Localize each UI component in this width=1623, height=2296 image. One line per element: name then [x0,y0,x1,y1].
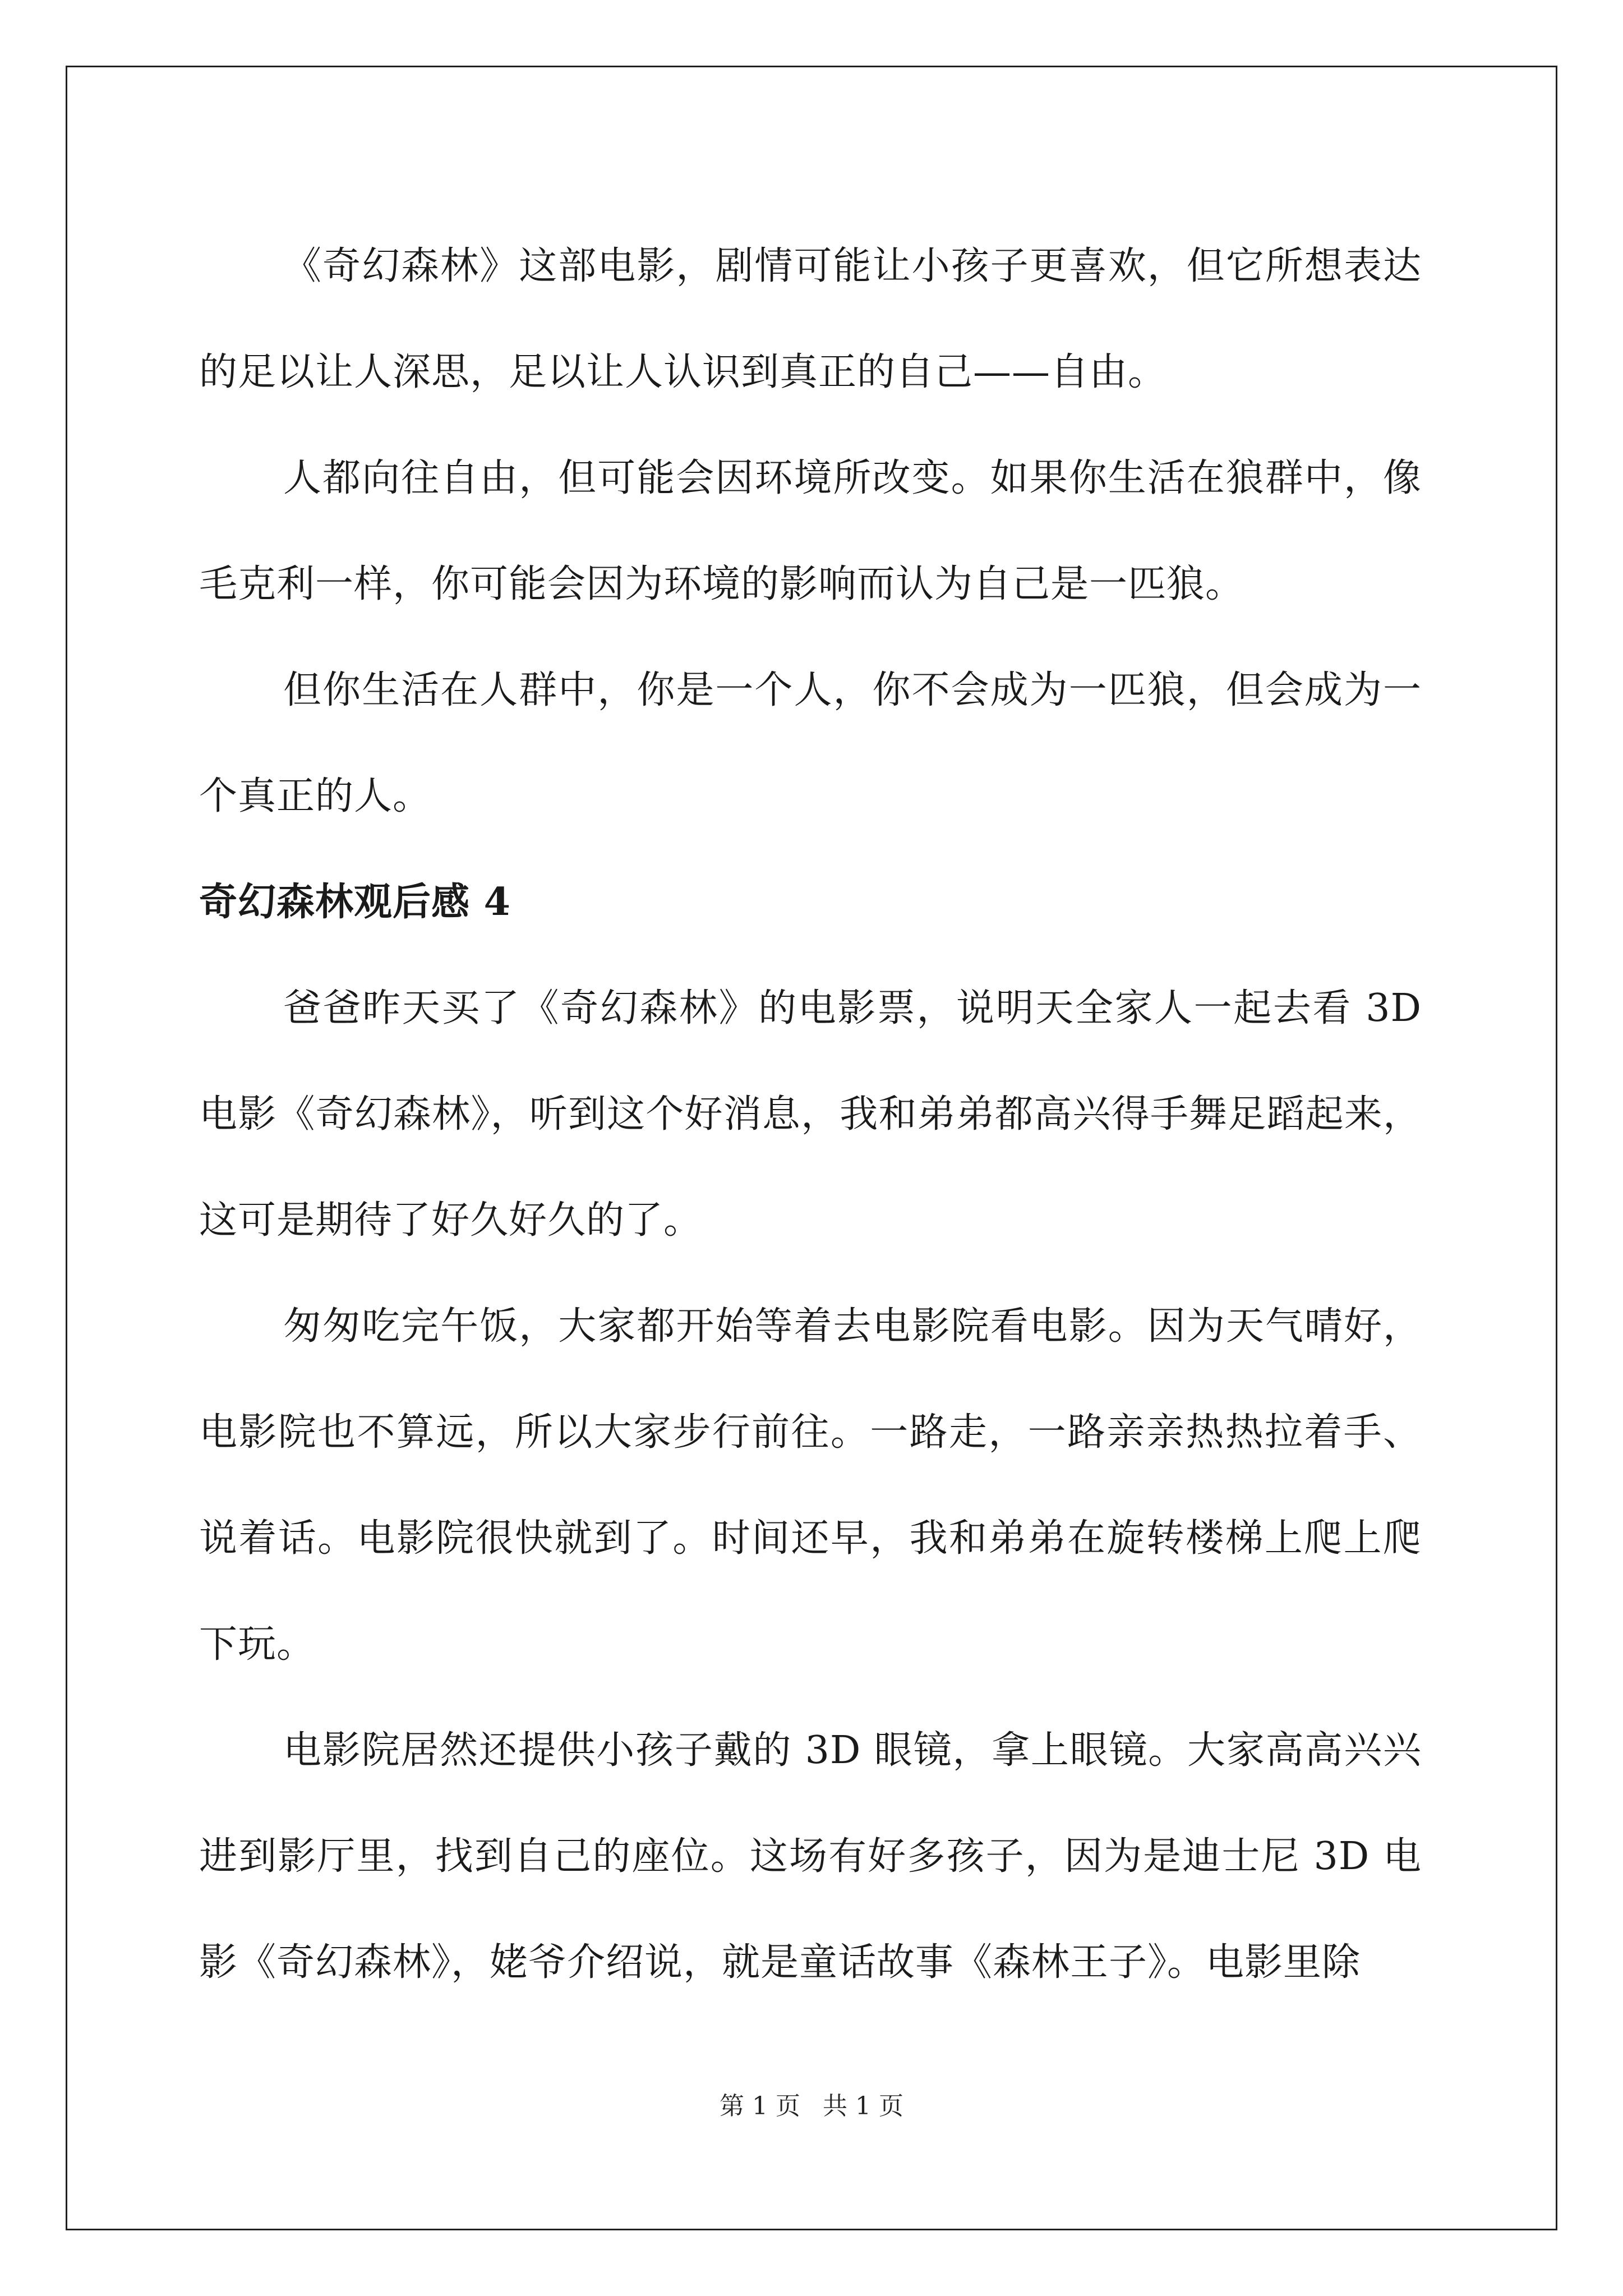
paragraph: 但你生活在人群中，你是一个人，你不会成为一匹狼，但会成为一个真正的人。 [199,668,1422,818]
document-body [199,213,1422,2016]
paragraph: 爸爸昨天买了《奇幻森林》的电影票，说明天全家人一起去看 3D 电影《奇幻森林》，听到这个好消息，我和弟弟都高兴得手舞足蹈起来，这可是期待了好久好久的了。 [199,986,1422,1243]
paragraph: 人都向往自由，但可能会因环境所改变。如果你生活在狼群中，像毛克利一样，你可能会因为环境的影响而认为自己是一匹狼。 [199,456,1422,606]
page-total: 共 1 页 [823,2092,903,2120]
page-footer [0,2086,1623,2122]
paragraph: 《奇幻森林》这部电影，剧情可能让小孩子更喜欢，但它所想表达的足以让人深思，足以让人认识到真正的自己——自由。 [199,244,1422,394]
section-heading: 奇幻森林观后感 4 [199,880,511,924]
paragraph: 电影院居然还提供小孩子戴的 3D 眼镜，拿上眼镜。大家高高兴兴进到影厅里，找到自己的座位。这场有好多孩子，因为是迪士尼 3D 电影《奇幻森林》，姥爷介绍说，就是童话故事《森林王子》。电影里除 [199,1728,1422,1985]
paragraph: 匆匆吃完午饭，大家都开始等着去电影院看电影。因为天气晴好，电影院也不算远，所以大家步行前往。一路走，一路亲亲热热拉着手、说着话。电影院很快就到了。时间还早，我和弟弟在旋转楼梯上爬上爬下玩。 [199,1304,1422,1667]
page-number: 第 1 页 [720,2092,800,2120]
